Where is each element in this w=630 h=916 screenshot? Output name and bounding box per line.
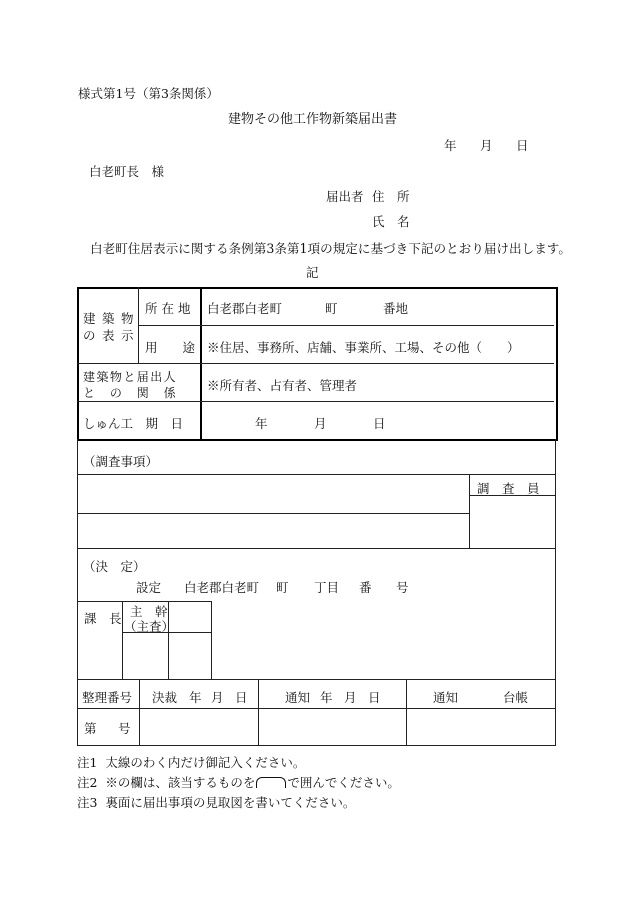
location-value: 白老郡白老町 — [207, 301, 283, 316]
form-number: 様式第1号（第3条関係） — [78, 86, 219, 101]
date-year: 年 — [444, 138, 457, 153]
ledger-label: 台帳 — [503, 690, 529, 705]
relation-value: ※所有者、占有者、管理者 — [207, 378, 358, 393]
name-label: 氏 名 — [372, 214, 410, 229]
investigator-label: 調 査 員 — [477, 481, 540, 496]
building-display-label-1: 建 築 物 — [83, 311, 135, 326]
decision-day: 日 — [235, 690, 248, 705]
number-dai: 第 — [84, 721, 97, 736]
decision-month: 月 — [211, 690, 224, 705]
section-chief-label: 課 長 — [84, 611, 122, 626]
location-label: 所 在 地 — [145, 301, 191, 316]
location-banchi: 番地 — [383, 301, 409, 316]
decision-go: 号 — [396, 580, 409, 595]
addressee: 白老町長 様 — [89, 164, 165, 179]
use-value: ※住居、事務所、店舗、事業所、工場、その他（ ） — [207, 340, 520, 355]
decision-year: 年 — [189, 690, 202, 705]
ki-label: 記 — [306, 265, 319, 280]
building-display-label-2: の 表 示 — [83, 328, 135, 343]
circle-mark-icon — [256, 777, 286, 788]
survey-header: （調査事項） — [83, 454, 159, 469]
decision-address: 白老郡白老町 — [184, 580, 260, 595]
ledger-notify-label: 通知 — [433, 690, 459, 705]
decision-setting: 設定 — [136, 580, 162, 595]
location-cho: 町 — [325, 301, 338, 316]
date-month: 月 — [480, 138, 493, 153]
note-2: 注2 ※の欄は、該当するものを で囲んでください。 — [77, 775, 400, 790]
chief-label-1: 主 幹 — [130, 604, 168, 619]
document-title: 建物その他工作物新築届出書 — [228, 112, 398, 127]
decision-label: 決裁 — [152, 690, 178, 705]
notify-year: 年 — [320, 690, 333, 705]
completion-day: 日 — [373, 416, 386, 431]
notify-label: 通知 — [285, 690, 311, 705]
date-day: 日 — [516, 138, 529, 153]
notify-month: 月 — [344, 690, 357, 705]
decision-ban: 番 — [359, 580, 372, 595]
registration-number-label: 整理番号 — [82, 690, 133, 705]
note-3: 注3 裏面に届出事項の見取図を書いてください。 — [77, 795, 356, 810]
statement: 白老町住居表示に関する条例第3条第1項の規定に基づき下記のとおり届け出します。 — [90, 241, 571, 256]
completion-year: 年 — [255, 416, 268, 431]
relation-label-1: 建築物と届出人 — [83, 370, 178, 384]
completion-month: 月 — [314, 416, 327, 431]
relation-label-2: と の 関 係 — [83, 386, 178, 400]
note-1: 注1 太線のわく内だけ御記入ください。 — [77, 755, 306, 770]
number-go: 号 — [118, 721, 131, 736]
decision-cho: 町 — [276, 580, 289, 595]
address-label: 住 所 — [372, 189, 410, 204]
completion-date-label: しゅん工 期 日 — [83, 416, 184, 431]
applicant-label: 届出者 — [326, 189, 364, 204]
notify-day: 日 — [368, 690, 381, 705]
decision-chome: 丁目 — [314, 580, 340, 595]
use-label: 用 途 — [145, 340, 196, 355]
decision-header: （決 定） — [83, 559, 146, 574]
chief-label-2: （主査） — [124, 619, 175, 634]
